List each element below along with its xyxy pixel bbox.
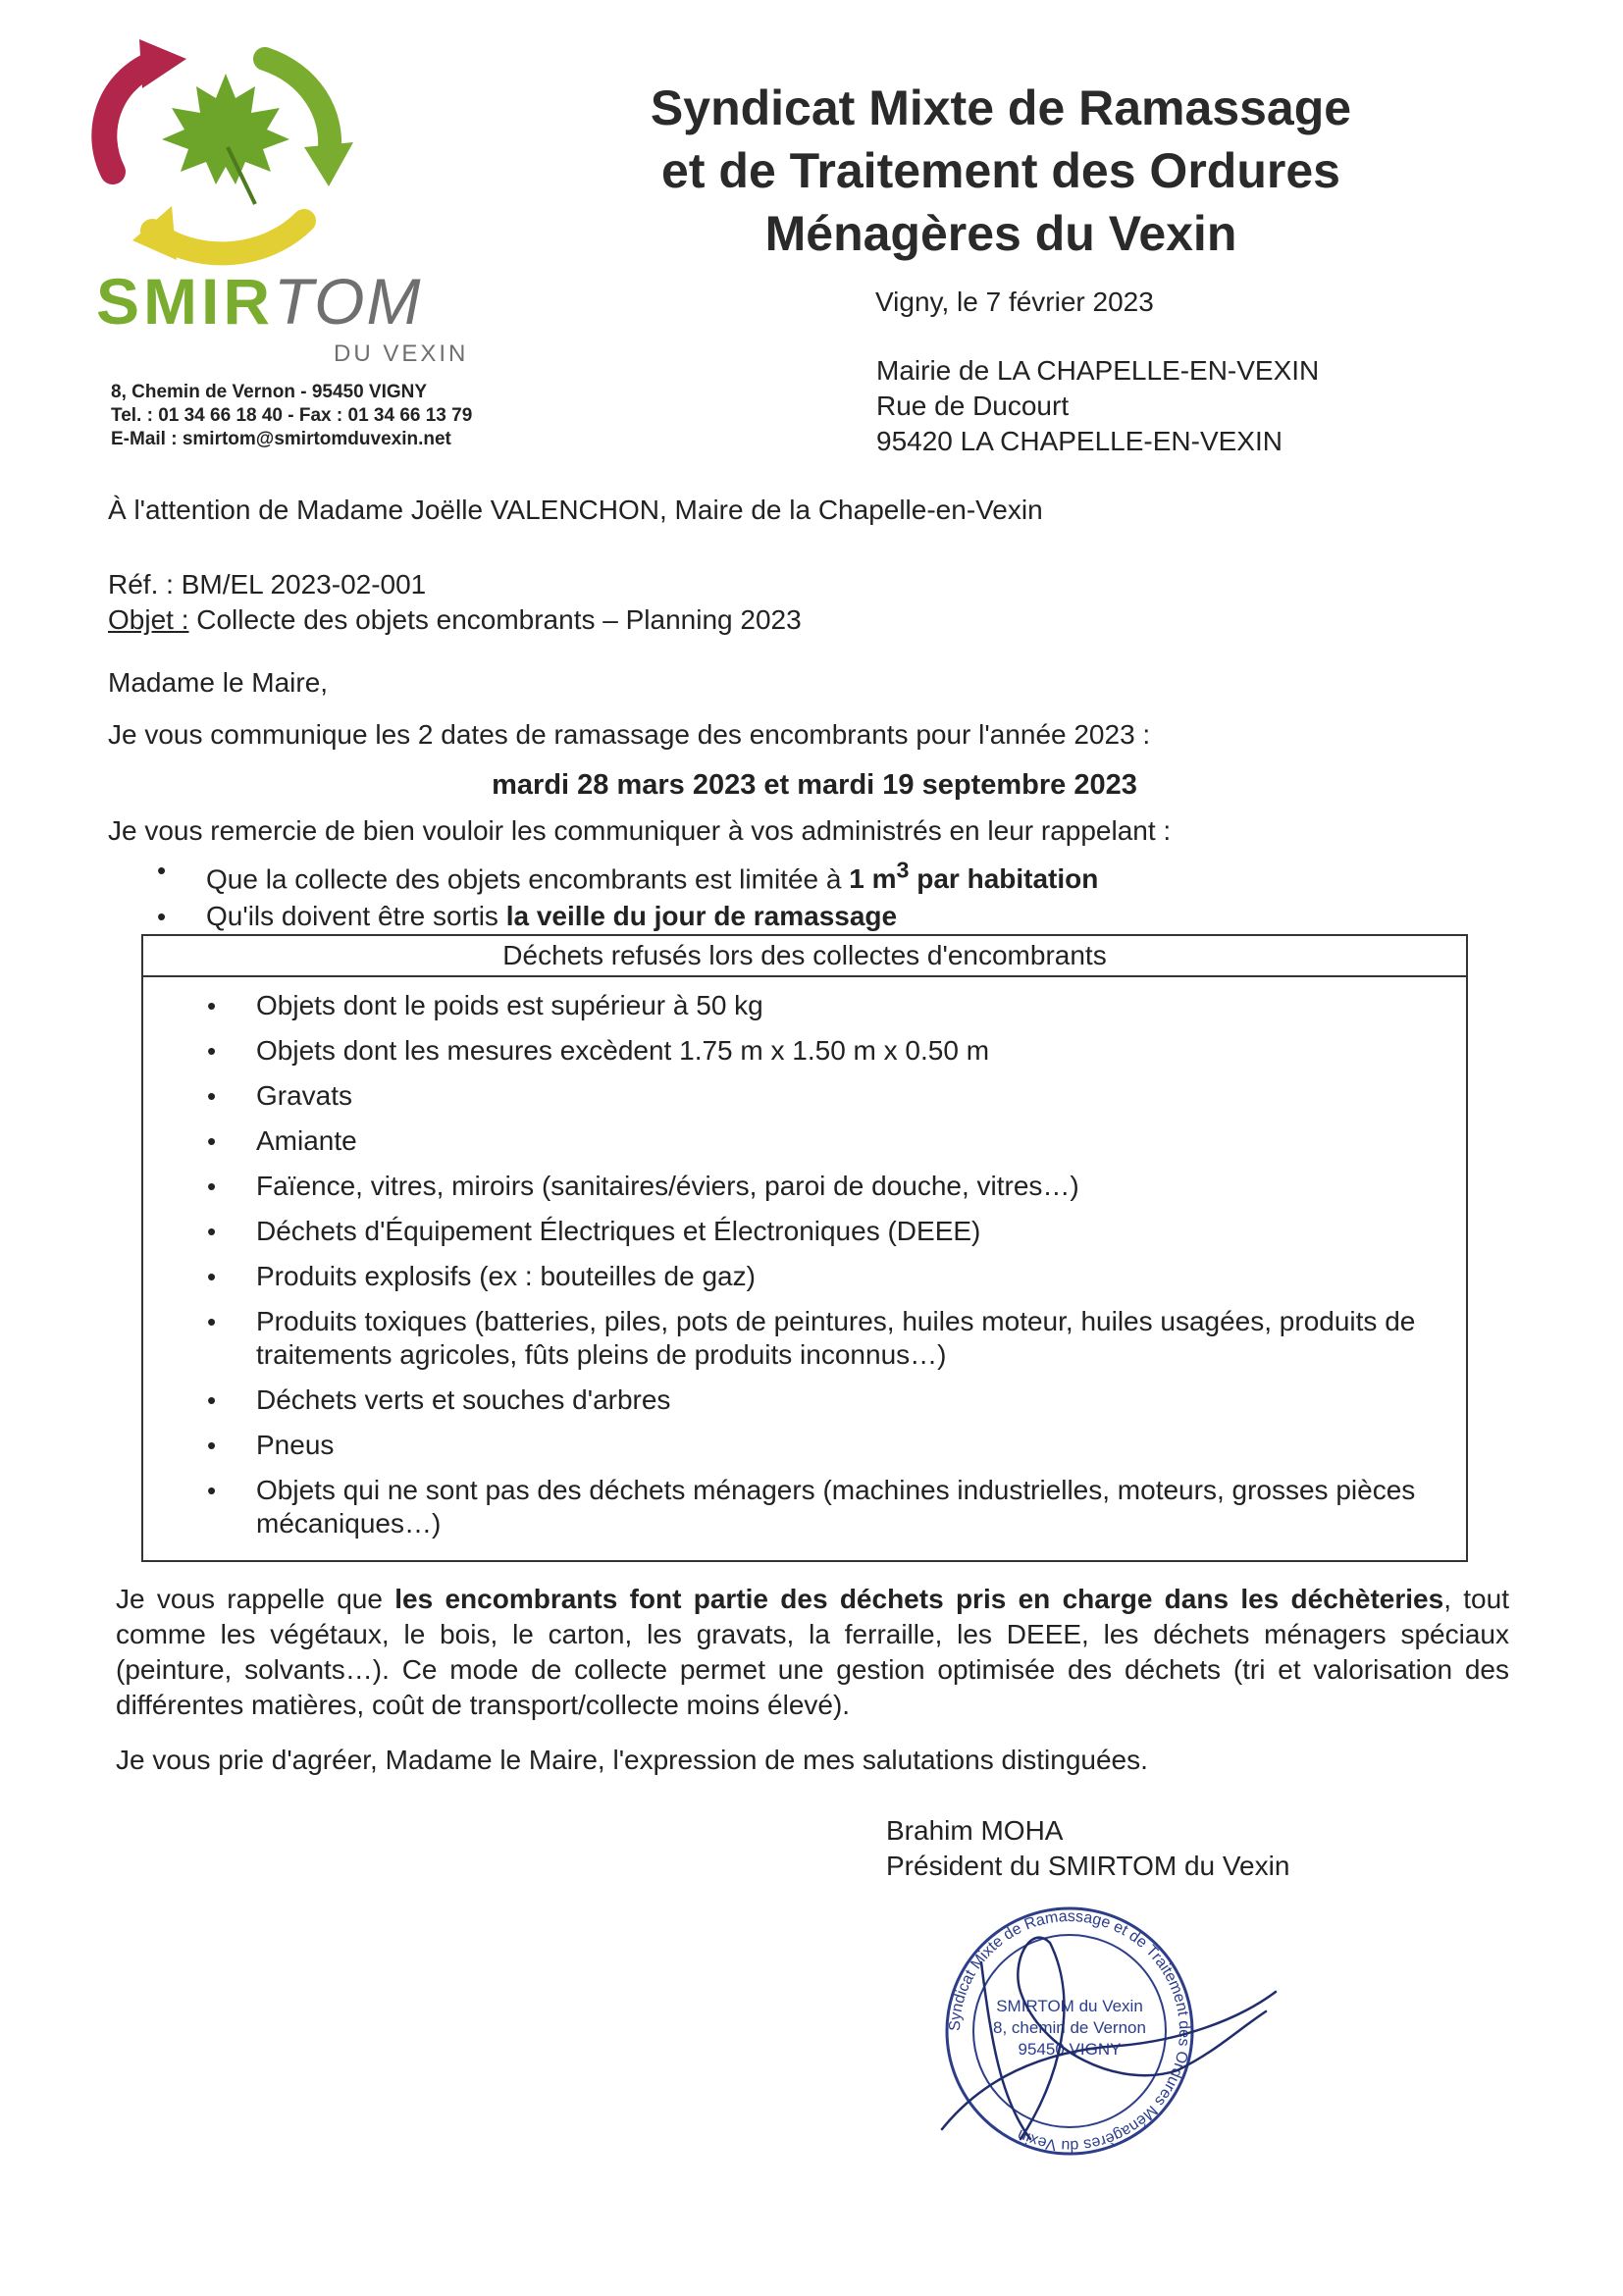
refused-item: • Pneus xyxy=(207,1429,1434,1462)
reference-block xyxy=(108,567,802,638)
reference-number: Réf. : BM/EL 2023-02-001 xyxy=(108,569,427,600)
refused-item: • Amiante xyxy=(207,1124,1434,1158)
collection-dates: mardi 28 mars 2023 et mardi 19 septembre 2023 xyxy=(492,769,1137,801)
closing-formula: Je vous prie d'agréer, Madame le Maire, l'expression de mes salutations distinguées. xyxy=(116,1745,1148,1775)
object-text: Collecte des objets encombrants – Planning 2023 xyxy=(188,604,802,635)
reminder-sentence: Je vous remercie de bien vouloir les communiquer à vos administrés en leur rappelant : xyxy=(108,815,1172,846)
brand-italic: TOM xyxy=(274,265,423,338)
refused-waste-list xyxy=(207,989,1434,1552)
recycling-center-paragraph xyxy=(116,1582,1509,1723)
official-stamp xyxy=(922,1904,1295,2159)
rules-list xyxy=(157,852,1098,935)
signer-name: Brahim MOHA xyxy=(886,1815,1064,1846)
rule1-superscript: 3 xyxy=(896,858,910,883)
refused-waste-title: Déchets refusés lors des collectes d'encombrants xyxy=(143,936,1466,977)
refused-waste-box xyxy=(141,934,1468,1562)
rule1-bold xyxy=(849,858,1099,895)
recipient-address xyxy=(876,353,1319,459)
rule1-bold-text: 1 m xyxy=(849,863,897,895)
organization-title xyxy=(550,77,1452,265)
brand-name xyxy=(96,265,423,338)
rule-put-out-time xyxy=(157,898,1098,935)
attention-line: À l'attention de Madame Joëlle VALENCHON, Maire de la Chapelle-en-Vexin xyxy=(108,495,1043,525)
stamp-line1: SMIRTOM du Vexin xyxy=(996,1997,1143,2015)
contact-address: 8, Chemin de Vernon - 95450 VIGNY xyxy=(111,382,428,402)
signer-title: Président du SMIRTOM du Vexin xyxy=(886,1851,1290,1881)
brand-subtitle: DU VEXIN xyxy=(334,340,469,367)
body-prefix: Je vous rappelle que xyxy=(116,1584,395,1614)
rule-volume-limit xyxy=(157,852,1098,898)
red-arrow-head-icon xyxy=(139,39,186,88)
stamp-line2: 8, chemin de Vernon xyxy=(993,2018,1146,2037)
rule1-text: Que la collecte des objets encombrants est limitée à xyxy=(206,863,850,895)
refused-item: • Objets dont le poids est supérieur à 50 kg xyxy=(207,989,1434,1022)
salutation: Madame le Maire, xyxy=(108,667,329,698)
brand-main: SMIR xyxy=(96,265,274,338)
refused-item: • Produits toxiques (batteries, piles, pots de peintures, huiles moteur, huiles usagées, produits de traitements agricoles, fûts pleins de produits inconnus…) xyxy=(207,1305,1434,1372)
object-label: Objet : xyxy=(108,604,189,635)
contact-block xyxy=(111,381,472,451)
refused-item: • Objets qui ne sont pas des déchets ménagers (machines industrielles, moteurs, grosses pièces mécaniques…) xyxy=(207,1474,1434,1540)
handwritten-signature xyxy=(942,1938,1276,2139)
stamp-ring-textpath: Syndicat Mixte de Ramassage et de Traitement des Ordures Ménagères du Vexin xyxy=(946,1907,1193,2155)
stamp-line3: 95450 VIGNY xyxy=(1018,2040,1122,2059)
object-line xyxy=(108,602,802,638)
body-rest: , tout comme les végétaux, le bois, le carton, les gravats, la ferraille, les DEEE, les déchets ménagers spéciaux (peinture, solvants…). Ce mode de collecte permet une gestion optimisée des déchets (tri et valorisation des différentes matières, coût de transport/collecte moins élevé). xyxy=(116,1584,1509,1720)
intro-sentence: Je vous communique les 2 dates de ramassage des encombrants pour l'année 2023 : xyxy=(108,719,1151,750)
contact-phone: Tel. : 01 34 66 18 40 - Fax : 01 34 66 13 79 xyxy=(111,405,473,426)
maple-leaf-icon xyxy=(162,74,289,184)
org-title-line1: Syndicat Mixte de Ramassage xyxy=(650,80,1352,135)
yellow-arrow-head-icon xyxy=(132,206,177,260)
refused-item: • Objets dont les mesures excèdent 1.75 m x 1.50 m x 0.50 m xyxy=(207,1034,1434,1068)
refused-item: • Déchets verts et souches d'arbres xyxy=(207,1383,1434,1417)
letter-date: Vigny, le 7 février 2023 xyxy=(875,287,1154,317)
recipient-line3: 95420 LA CHAPELLE-EN-VEXIN xyxy=(876,426,1283,456)
refused-item: • Produits explosifs (ex : bouteilles de gaz) xyxy=(207,1260,1434,1293)
green-arrow-head-icon xyxy=(304,142,353,186)
recipient-line2: Rue de Ducourt xyxy=(876,391,1070,421)
smirtom-logo xyxy=(79,29,373,275)
rule1-bold-after: par habitation xyxy=(909,863,1099,895)
contact-email: E-Mail : smirtom@smirtomduvexin.net xyxy=(111,429,451,449)
rule2-text: Qu'ils doivent être sortis xyxy=(206,901,506,932)
org-title-line2: et de Traitement des Ordures xyxy=(661,143,1340,198)
refused-item: • Faïence, vitres, miroirs (sanitaires/éviers, paroi de douche, vitres…) xyxy=(207,1170,1434,1203)
org-title-line3: Ménagères du Vexin xyxy=(764,206,1237,261)
refused-item: • Déchets d'Équipement Électriques et Électroniques (DEEE) xyxy=(207,1215,1434,1248)
rule2-bold: la veille du jour de ramassage xyxy=(505,901,898,932)
recipient-line1: Mairie de LA CHAPELLE-EN-VEXIN xyxy=(876,355,1320,386)
refused-item: • Gravats xyxy=(207,1079,1434,1113)
signature-block xyxy=(886,1813,1289,1884)
body-bold: les encombrants font partie des déchets pris en charge dans les déchèteries xyxy=(394,1584,1444,1614)
